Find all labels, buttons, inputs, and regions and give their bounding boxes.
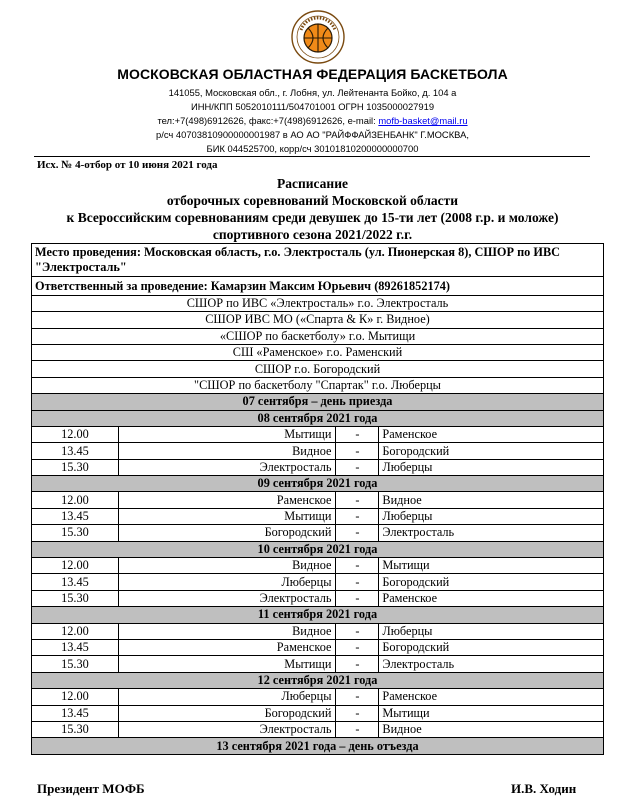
team-entry: СШ «Раменское» г.о. Раменский [32,344,604,360]
game-dash: - [336,623,379,639]
game-time: 12.00 [32,623,119,639]
match-day-date: 10 сентября 2021 года [32,541,604,557]
game-row [32,640,604,656]
match-day-date: 12 сентября 2021 года [32,672,604,688]
team-entry-row [32,312,604,328]
away-team: Электросталь [379,525,604,541]
team-entry-row [32,377,604,393]
reference-number: Исх. № 4-отбор от 10 июня 2021 года [37,159,218,171]
match-day-date: 08 сентября 2021 года [32,410,604,426]
game-time: 15.30 [32,590,119,606]
home-team: Раменское [118,640,336,656]
game-row [32,590,604,606]
home-team: Мытищи [118,426,336,442]
team-entry-row [32,328,604,344]
team-entry: «СШОР по баскетболу» г.о. Мытищи [32,328,604,344]
game-row [32,426,604,442]
game-time: 15.30 [32,459,119,475]
team-entry: СШОР по ИВС «Электросталь» г.о. Электросталь [32,295,604,311]
home-team: Видное [118,623,336,639]
game-time: 15.30 [32,525,119,541]
away-team: Раменское [379,590,604,606]
venue-row [32,244,604,277]
game-dash: - [336,525,379,541]
game-row [32,443,604,459]
match-day-date: 09 сентября 2021 года [32,476,604,492]
away-team: Видное [379,721,604,737]
game-dash: - [336,492,379,508]
home-team: Мытищи [118,508,336,524]
home-team: Мытищи [118,656,336,672]
game-time: 13.45 [32,443,119,459]
org-address: 141055, Московская обл., г. Лобня, ул. Лейтенанта Бойко, д. 104 а [168,87,457,98]
game-dash: - [336,689,379,705]
bank-line-2: БИК 044525700, корр/сч 30101810200000000700 [206,143,419,154]
away-team: Мытищи [379,558,604,574]
game-row [32,574,604,590]
game-row [32,459,604,475]
basketball-logo [291,10,345,64]
home-team: Электросталь [118,459,336,475]
game-time: 12.00 [32,689,119,705]
game-dash: - [336,590,379,606]
game-dash: - [336,459,379,475]
org-name: МОСКОВСКАЯ ОБЛАСТНАЯ ФЕДЕРАЦИЯ БАСКЕТБОЛА [117,66,508,82]
home-team: Люберцы [118,689,336,705]
game-row [32,689,604,705]
responsible-text: Ответственный за проведение: Камарзин Максим Юрьевич (89261852174) [32,277,604,295]
match-day-date-row [32,607,604,623]
team-entry-row [32,344,604,360]
team-entry-row [32,295,604,311]
game-time: 12.00 [32,492,119,508]
team-entry-row [32,361,604,377]
game-dash: - [336,656,379,672]
document-title: Расписание [276,176,348,191]
org-ids: ИНН/КПП 5052010111/504701001 ОГРН 1035000027919 [190,101,435,112]
match-day-date-row [32,541,604,557]
home-team: Люберцы [118,574,336,590]
header-divider [34,156,590,157]
document-subtitle-1: отборочных соревнований Московской области [166,193,459,208]
away-team: Богородский [379,574,604,590]
home-team: Богородский [118,705,336,721]
game-row [32,705,604,721]
game-time: 13.45 [32,574,119,590]
game-dash: - [336,558,379,574]
match-day-date-row [32,672,604,688]
game-dash: - [336,705,379,721]
game-row [32,623,604,639]
match-day-date: 11 сентября 2021 года [32,607,604,623]
signature-position: Президент МОФБ [37,781,145,796]
away-team: Богородский [379,443,604,459]
arrival-day: 07 сентября – день приезда [32,394,604,410]
departure-day: 13 сентября 2021 года – день отъезда [32,738,604,754]
email-link[interactable]: mofb-basket@mail.ru [378,115,468,126]
game-dash: - [336,443,379,459]
document-subtitle-3: спортивного сезона 2021/2022 г.г. [212,227,413,242]
game-dash: - [336,508,379,524]
bank-line-1: р/сч 40703810900000001987 в АО АО "РАЙФФАЙЗЕНБАНК" Г.МОСКВА, [156,129,469,140]
org-contacts [0,115,625,126]
game-row [32,656,604,672]
team-entry: "СШОР по баскетболу "Спартак" г.о. Люберцы [32,377,604,393]
venue-text: Место проведения: Московская область, г.о. Электросталь (ул. Пионерская 8), СШОР по ИВС "Электросталь" [32,244,604,277]
game-time: 15.30 [32,721,119,737]
team-entry: СШОР ИВС МО («Спарта & К» г. Видное) [32,312,604,328]
departure-day-row [32,738,604,754]
away-team: Раменское [379,426,604,442]
away-team: Люберцы [379,623,604,639]
arrival-day-row [32,394,604,410]
team-entry: СШОР г.о. Богородский [32,361,604,377]
game-row [32,558,604,574]
home-team: Электросталь [118,721,336,737]
game-row [32,492,604,508]
home-team: Электросталь [118,590,336,606]
away-team: Богородский [379,640,604,656]
contacts-text: тел:+7(498)6912626, факс:+7(498)6912626, e-mail: [157,115,379,126]
away-team: Мытищи [379,705,604,721]
game-row [32,525,604,541]
responsible-row [32,277,604,295]
game-dash: - [336,721,379,737]
away-team: Люберцы [379,459,604,475]
game-dash: - [336,426,379,442]
game-time: 15.30 [32,656,119,672]
game-row [32,721,604,737]
away-team: Раменское [379,689,604,705]
away-team: Видное [379,492,604,508]
game-dash: - [336,574,379,590]
home-team: Раменское [118,492,336,508]
document-subtitle-2: к Всероссийским соревнованиям среди девушек до 15-ти лет (2008 г.р. и моложе) [66,210,559,225]
game-time: 13.45 [32,640,119,656]
home-team: Видное [118,443,336,459]
home-team: Видное [118,558,336,574]
game-row [32,508,604,524]
game-time: 12.00 [32,426,119,442]
game-time: 13.45 [32,508,119,524]
away-team: Электросталь [379,656,604,672]
game-dash: - [336,640,379,656]
signature-name: И.В. Ходин [511,781,577,796]
away-team: Люберцы [379,508,604,524]
home-team: Богородский [118,525,336,541]
game-time: 12.00 [32,558,119,574]
match-day-date-row [32,476,604,492]
match-day-date-row [32,410,604,426]
game-time: 13.45 [32,705,119,721]
schedule-table [31,243,604,755]
